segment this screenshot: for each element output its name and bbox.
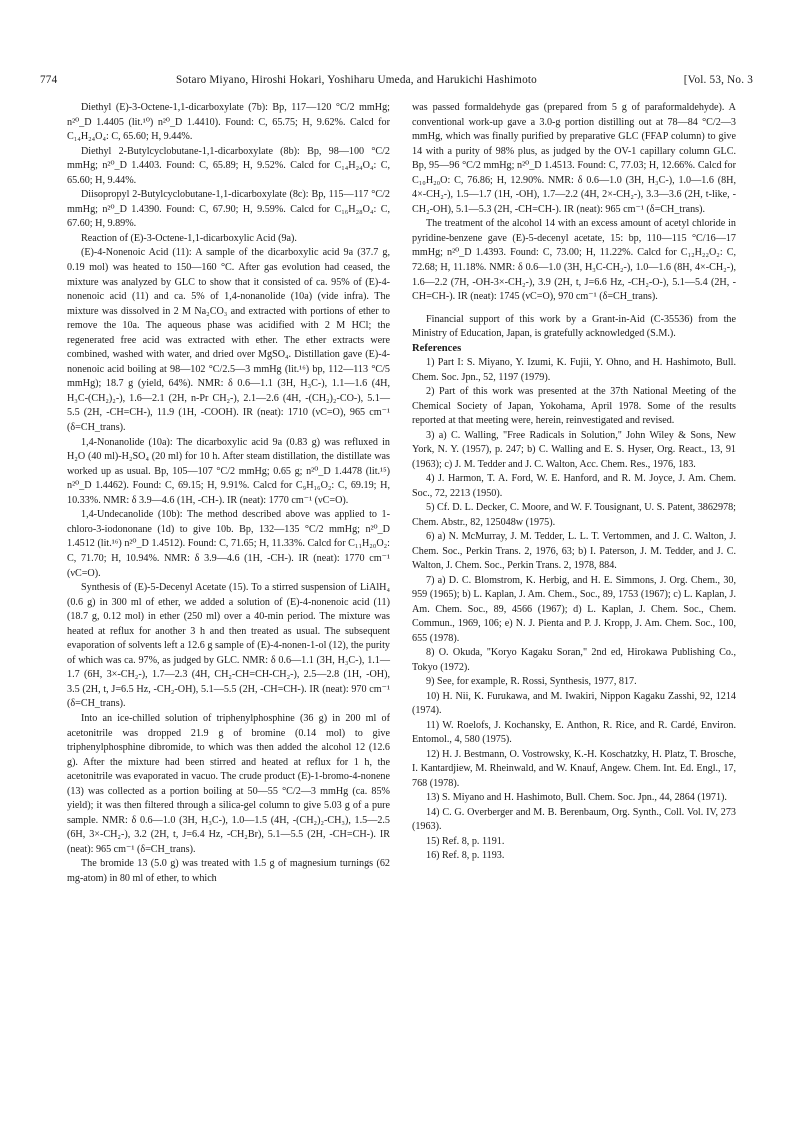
reference-item: 9) See, for example, R. Rossi, Synthesis, 1977, 817.	[426, 676, 637, 688]
left-column	[67, 101, 390, 887]
reference-item: 11) W. Roelofs, J. Kochansky, E. Anthon, R. Rice, and R. Cardé, Environ. Entomol., 4, 580 (1975).	[412, 719, 736, 746]
reference-item: 13) S. Miyano and H. Hashimoto, Bull. Chem. Soc. Jpn., 44, 2864 (1971).	[426, 792, 727, 804]
references-heading: References	[412, 342, 462, 354]
paragraph-8c: Diisopropyl 2-Butylcyclobutane-1,1-dicarboxylate (8c): Bp, 115—117 °C/2 mmHg; n²⁰_D 1.4390. Found: C, 67.90; H, 9.59%. Calcd for C₁₆H₂₈O₄: C, 67.60; H, 9.89%.	[67, 189, 390, 230]
reference-item: 12) H. J. Bestmann, O. Vostrowsky, K.-H. Koschatzky, H. Platz, T. Brosche, I. Kantardjiew, M. Rheinwald, and W. Knauf, Angew. Chem. Int. Ed. Engl., 17, 768 (1978).	[412, 748, 736, 789]
paragraph-decenyl-acetate: Synthesis of (E)-5-Decenyl Acetate (15). To a stirred suspension of LiAlH₄ (0.6 g) in 300 ml of ether, we added a solution of (E)-4-nonenoic acid (11) (18.7 g, 0.12 mol) in ether (250 ml) over a 40-min period. The mixture was heated at reflux for another 3 h and then treated as usual. The subsequent evaporation of solvents left a 12.6 g sample of (E)-4-nonen-1-ol (12), the purity of which was ca. 97%, as judged by GLC. NMR: δ 0.6—1.1 (3H, H₃C-), 1.1—1.7 (6H, 3×-CH₂-), 1.7—2.3 (4H, CH₂-CH=CH-CH₂-), 2.5—2.8 (1H, -OH), 3.5 (2H, t, J=6.5 Hz, -CH₂-OH), 5.1—5.5 (2H, -CH=CH-). IR (neat): 970 cm⁻¹ (δ=CH_trans).	[67, 582, 390, 710]
paragraph-bromination: Into an ice-chilled solution of triphenylphosphine (36 g) in 200 ml of acetonitrile was dropped 21.9 g of bromine (0.14 mol) to give triphenylphosphine dibromide, to which was then added the alcohol 12 (12.6 g). After the mixture had been stirred and heated at reflux for 1 h, the acetonitrile was evaporated in vacuo. The crude product (E)-1-bromo-4-nonene (13) was collected as a portion boiling at 50—55 °C/2—3 mmHg (ca. 85% yield); it was then filtered through a silica-gel column to give 5.03 g of a pure sample. NMR: δ 0.6—1.0 (3H, H₃C-), 1.0—1.5 (4H, -(CH₂)₂-CH₃), 1.5—2.5 (6H, 3×-CH₂-), 3.2 (2H, t, J=6.4 Hz, -CH₂Br), 5.1—5.5 (2H, -CH=CH-). IR (neat): 965 cm⁻¹ (δ=CH_trans).	[67, 712, 390, 855]
right-column	[412, 101, 736, 864]
paragraph-8b: Diethyl 2-Butylcyclobutane-1,1-dicarboxylate (8b): Bp, 98—100 °C/2 mmHg; n²⁰_D 1.4403. Found: C, 65.89; H, 9.52%. Calcd for C₁₄H₂₄O₄: C, 65.60; H, 9.44%.	[67, 145, 390, 186]
references-list	[412, 356, 736, 864]
paragraph-nonenoic-acid: (E)-4-Nonenoic Acid (11): A sample of the dicarboxylic acid 9a (37.7 g, 0.19 mol) was heated to 150—160 °C. After gas evolution had ceased, the mixture was analyzed by GLC to show that it consisted of ca. 95% of (E)-4-nonenoic acid (11) and ca. 5% of 1,4-nonanolide (10a) (vide infra). The mixture was dissolved in 2 M Na₂CO₃ and extracted with portions of ether to remove the 10a. The aqueous phase was acidified with 2 M HCl; the regenerated free acid was extracted with ether. The ether extracts were combined, washed with water, and dried over MgSO₄. Distillation gave (E)-4-nonenoic acid boiling at 98—102 °C/2.5—3 mmHg (lit.¹⁶) bp, 112—113 °C/5 mmHg); 18.7 g (yield, 64%). NMR: δ 0.6—1.1 (3H, H₃C-), 1.1—1.6 (4H, H₃C-(CH₂)₂-), 1.6—2.1 (2H, n-Pr CH₂-), 2.1—2.6 (4H, -(CH₂)₂-CO-), 5.1—5.5 (2H, -CH=CH-), 11.9 (1H, -COOH). IR (neat): 1710 (νC=O), 965 cm⁻¹ (δ=CH_trans).	[67, 247, 390, 434]
paragraph-7b: Diethyl (E)-3-Octene-1,1-dicarboxylate (7b): Bp, 117—120 °C/2 mmHg; n²⁰_D 1.4405 (lit.¹⁰) n²⁰_D 1.4410). Found: C, 65.75; H, 9.62%. Calcd for C₁₄H₂₄O₄: C, 65.60; H, 9.44%.	[67, 102, 390, 143]
acknowledgment: Financial support of this work by a Grant-in-Aid (C-35536) from the Ministry of Education, Japan, is gratefully acknowledged (S.M.).	[412, 313, 736, 340]
paragraph-undecanolide: 1,4-Undecanolide (10b): The method described above was applied to 1-chloro-3-iodononane (1d) to give 10b. Bp, 132—135 °C/2 mmHg; n²⁰_D 1.4512 (lit.¹⁶) n²⁰_D 1.4512). Found: C, 71.65; H, 11.33%. Calcd for C₁₁H₂₀O₂: C, 71.70; H, 10.94%. NMR: δ 3.9—4.6 (1H, -CH-). IR (neat): 1770 cm⁻¹ (νC=O).	[67, 509, 390, 579]
reference-item: 8) O. Okuda, "Koryo Kagaku Soran," 2nd ed, Hirokawa Publishing Co., Tokyo (1972).	[412, 647, 736, 673]
page-number: 774	[40, 74, 58, 86]
reference-item: 7) a) D. C. Blomstrom, K. Herbig, and H. E. Simmons, J. Org. Chem., 30, 959 (1965); b) L. Kaplan, J. Am. Chem., Soc., 89, 1753 (1967); c) L. Kaplan, J. Am. Chem. Soc., 89, 4566 (1967); d) L. Kaplan, J. Chem. Soc., Chem. Commun., 1969, 106; e) N. J. Pienta and P. J. Kropp, J. Am. Chem. Soc., 100, 655 (1978).	[412, 574, 736, 644]
running-header	[40, 74, 753, 90]
running-authors: Sotaro Miyano, Hiroshi Hokari, Yoshiharu Umeda, and Harukichi Hashimoto	[176, 74, 537, 86]
reference-item: 5) Cf. D. L. Decker, C. Moore, and W. F. Tousignant, U. S. Patent, 3862978; Chem. Abstr., 82, 125048w (1975).	[412, 502, 736, 528]
reference-item: 14) C. G. Overberger and M. B. Berenbaum, Org. Synth., Coll. Vol. IV, 273 (1963).	[412, 806, 736, 833]
reference-item: 6) a) N. McMurray, J. M. Tedder, L. L. T. Vertommen, and J. C. Walton, J. Chem. Soc., Perkin Trans. 2, 1976, 63; b) I. Paterson, J. M. Tedder, and J. C. Walton, J. Chem. Soc., Perkin Trans. 2, 1978, 884.	[412, 531, 736, 572]
section-heading-9a: Reaction of (E)-3-Octene-1,1-dicarboxylic Acid (9a).	[81, 232, 297, 244]
reference-item: 2) Part of this work was presented at the 37th National Meeting of the Chemical Society of Japan, Yokohama, April 1978. Some of the results reported at that meeting were, herein, reinvestigated and revised.	[412, 386, 736, 427]
paragraph-acetylation: The treatment of the alcohol 14 with an excess amount of acetyl chloride in pyridine-benzene gave (E)-5-decenyl acetate, 15: bp, 110—115 °C/16—17 mmHg; n²⁰_D 1.4393. Found: C, 73.00; H, 11.22%. Calcd for C₁₂H₂₂O₂: C, 72.68; H, 11.18%. NMR: δ 0.6—1.0 (3H, H₃C-CH₂-), 1.0—1.6 (8H, 4×-CH₂-), 1.6—2.2 (7H, -OH-3×-CH₂-), 3.9 (2H, t, J=6.6 Hz, -CH₂-O-), 5.1—5.4 (2H, -CH=CH-). IR (neat): 1745 (νC=O), 970 cm⁻¹ (δ=CH_trans).	[412, 218, 736, 303]
reference-item: 3) a) C. Walling, "Free Radicals in Solution," John Wiley & Sons, New York, N. Y. (1957), p. 247; b) C. Walling and E. S. Hyser, Org. React., 13, 91 (1963); c) J. M. Tedder and J. C. Walton, Acc. Chem. Res., 1976, 183.	[412, 429, 736, 470]
paragraph-grignard: The bromide 13 (5.0 g) was treated with 1.5 g of magnesium turnings (62 mg-atom) in 80 ml of ether, to which	[67, 858, 390, 884]
reference-item: 4) J. Harmon, T. A. Ford, W. E. Hanford, and R. M. Joyce, J. Am. Chem. Soc., 72, 2213 (1950).	[412, 473, 736, 499]
reference-item: 10) H. Nii, K. Furukawa, and M. Iwakiri, Nippon Kagaku Zasshi, 92, 1214 (1974).	[412, 690, 736, 717]
paragraph-nonanolide: 1,4-Nonanolide (10a): The dicarboxylic acid 9a (0.83 g) was refluxed in H₂O (40 ml)-H₂SO₄ (20 ml) for 10 h. After steam distillation, the distillate was worked up as usual. Bp, 105—107 °C/2 mmHg; 0.65 g; n²⁰_D 1.4478 (lit.¹⁵) n²⁰_D 1.4462). Found: C, 69.15; H, 9.91%. Calcd for C₉H₁₆O₂: C, 69.19; H, 10.33%. NMR: δ 3.9—4.6 (1H, -CH-). IR (neat): 1770 cm⁻¹ (νC=O).	[67, 436, 390, 506]
reference-item: 15) Ref. 8, p. 1191.	[426, 835, 505, 847]
reference-item: 16) Ref. 8, p. 1193.	[426, 850, 505, 862]
reference-item: 1) Part I: S. Miyano, Y. Izumi, K. Fujii, Y. Ohno, and H. Hashimoto, Bull. Chem. Soc. Jpn., 52, 1197 (1979).	[412, 357, 736, 383]
volume-info: [Vol. 53, No. 3	[683, 74, 753, 86]
paragraph-continued: was passed formaldehyde gas (prepared from 5 g of paraformaldehyde). A conventional work-up gave a 3.0-g portion distilling out at 78—84 °C/2—3 mmHg, which was finally purified by preparative GLC (FFAP column) to give 14 with a purity of 98% plus, as judged by the OV-1 capillary column GLC. Bp, 95—96 °C/2 mmHg; n²⁰_D 1.4513. Found: C, 77.03; H, 12.66%. Calcd for C₁₀H₂₀O: C, 76.86; H, 12.90%. NMR: δ 0.6—1.0 (3H, H₃C-), 1.0—1.6 (8H, 4×-CH₂-), 1.5—1.7 (1H, -OH), 1.7—2.2 (4H, 2×-CH₂-), 3.3—3.6 (2H, t-like, -CH₂-OH), 5.1—5.3 (2H, -CH=CH-). IR (neat): 965 cm⁻¹ (δ=CH_trans).	[412, 102, 736, 215]
